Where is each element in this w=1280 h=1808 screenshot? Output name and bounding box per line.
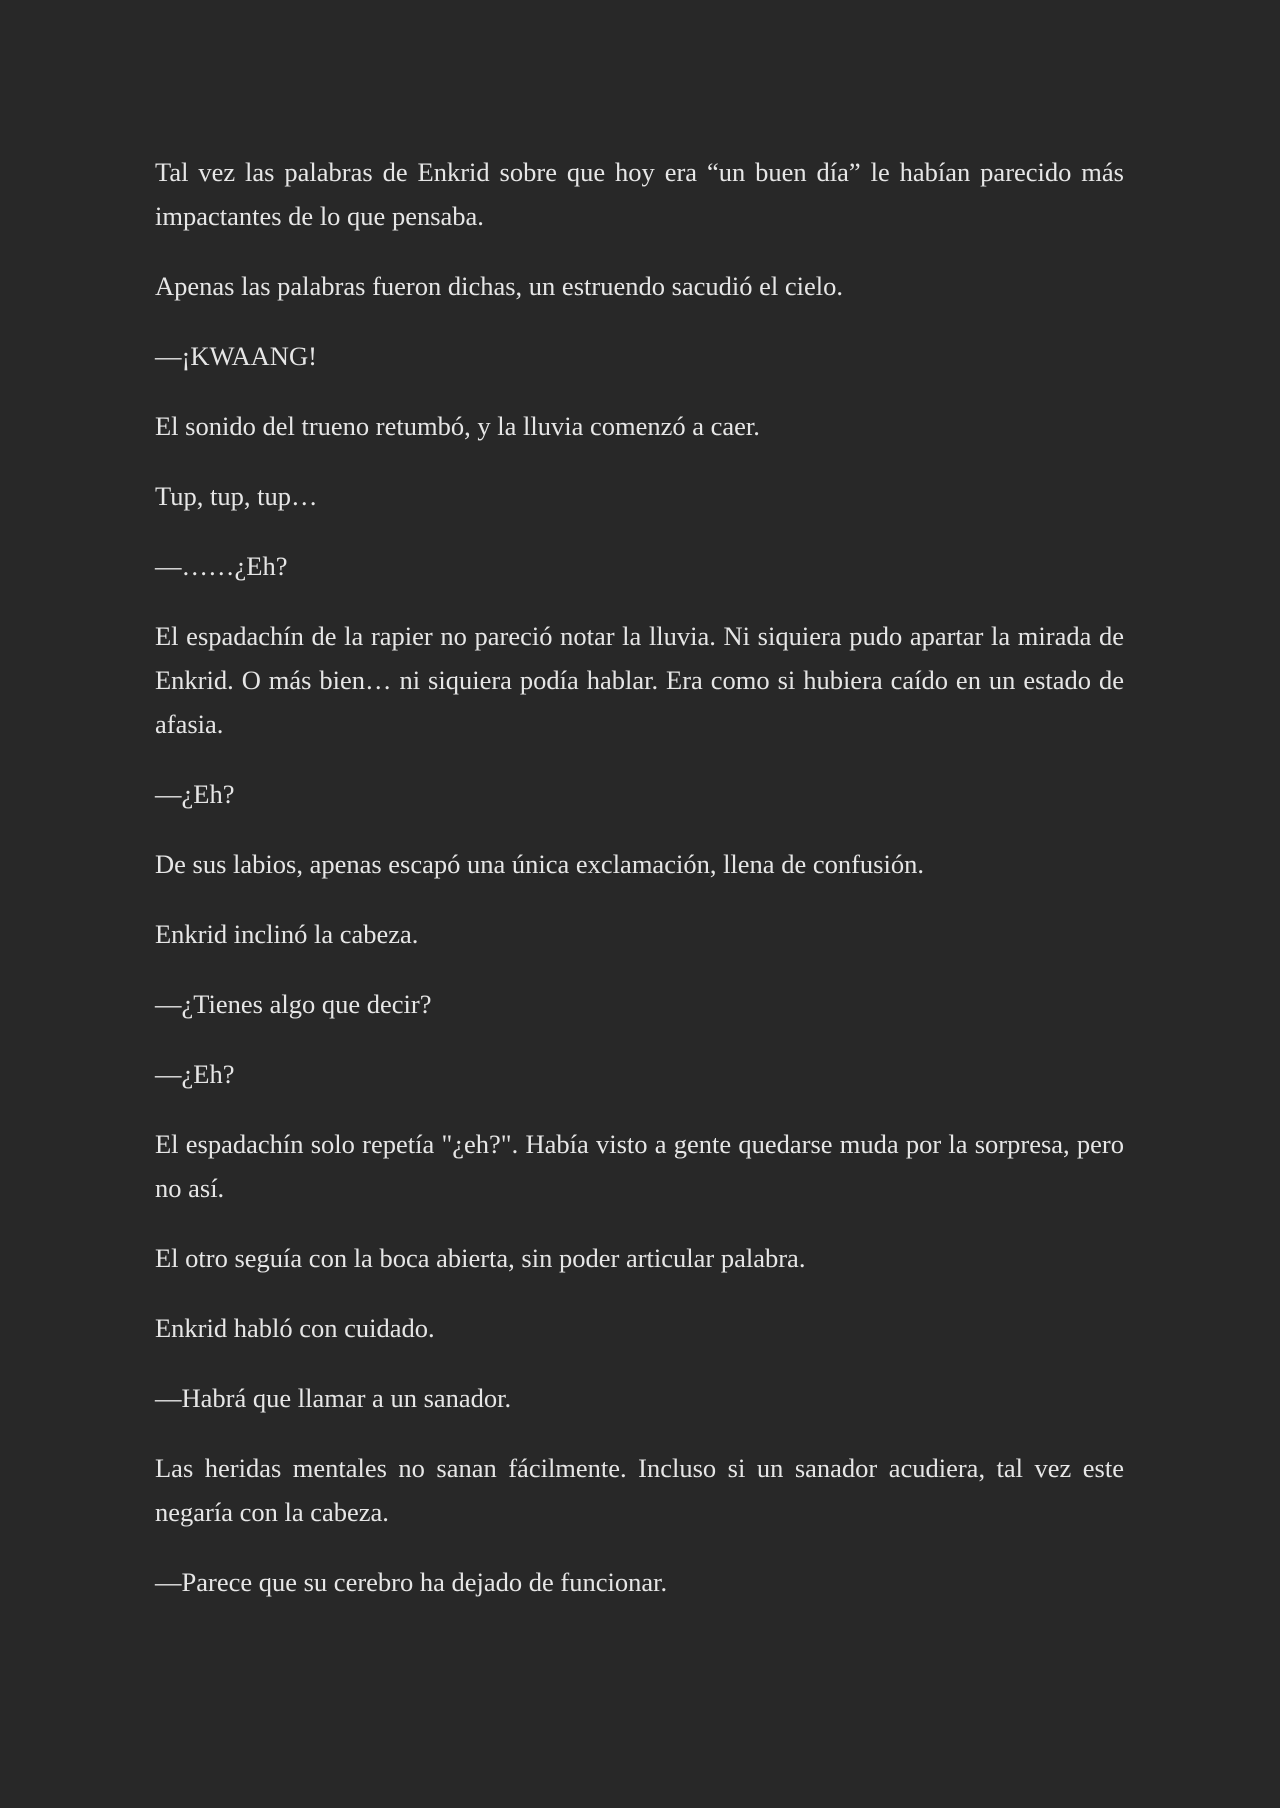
paragraph: El otro seguía con la boca abierta, sin poder articular palabra. xyxy=(155,1243,806,1273)
chapter-text xyxy=(155,150,1124,1630)
paragraph: —Parece que su cerebro ha dejado de funcionar. xyxy=(155,1567,668,1597)
paragraph: Tup, tup, tup… xyxy=(155,481,318,511)
paragraph: Enkrid inclinó la cabeza. xyxy=(155,919,419,949)
paragraph: El espadachín de la rapier no pareció notar la lluvia. Ni siquiera pudo apartar la mirada de Enkrid. O más bien… ni siquiera podía hablar. Era como si hubiera caído en un estado de afasia. xyxy=(155,621,1124,739)
paragraph: —¿Eh? xyxy=(155,1059,235,1089)
paragraph: Enkrid habló con cuidado. xyxy=(155,1313,435,1343)
paragraph: —¿Tienes algo que decir? xyxy=(155,989,432,1019)
paragraph: —¿Eh? xyxy=(155,779,235,809)
paragraph: Apenas las palabras fueron dichas, un estruendo sacudió el cielo. xyxy=(155,271,844,301)
paragraph: Las heridas mentales no sanan fácilmente. Incluso si un sanador acudiera, tal vez este negaría con la cabeza. xyxy=(155,1453,1124,1527)
paragraph: —……¿Eh? xyxy=(155,551,288,581)
paragraph: —¡KWAANG! xyxy=(155,341,317,371)
paragraph: El espadachín solo repetía "¿eh?". Había visto a gente quedarse muda por la sorpresa, pero no así. xyxy=(155,1129,1124,1203)
paragraph: El sonido del trueno retumbó, y la lluvia comenzó a caer. xyxy=(155,411,760,441)
paragraph: Tal vez las palabras de Enkrid sobre que hoy era “un buen día” le habían parecido más impactantes de lo que pensaba. xyxy=(155,157,1124,231)
paragraph: —Habrá que llamar a un sanador. xyxy=(155,1383,512,1413)
paragraph: De sus labios, apenas escapó una única exclamación, llena de confusión. xyxy=(155,849,924,879)
